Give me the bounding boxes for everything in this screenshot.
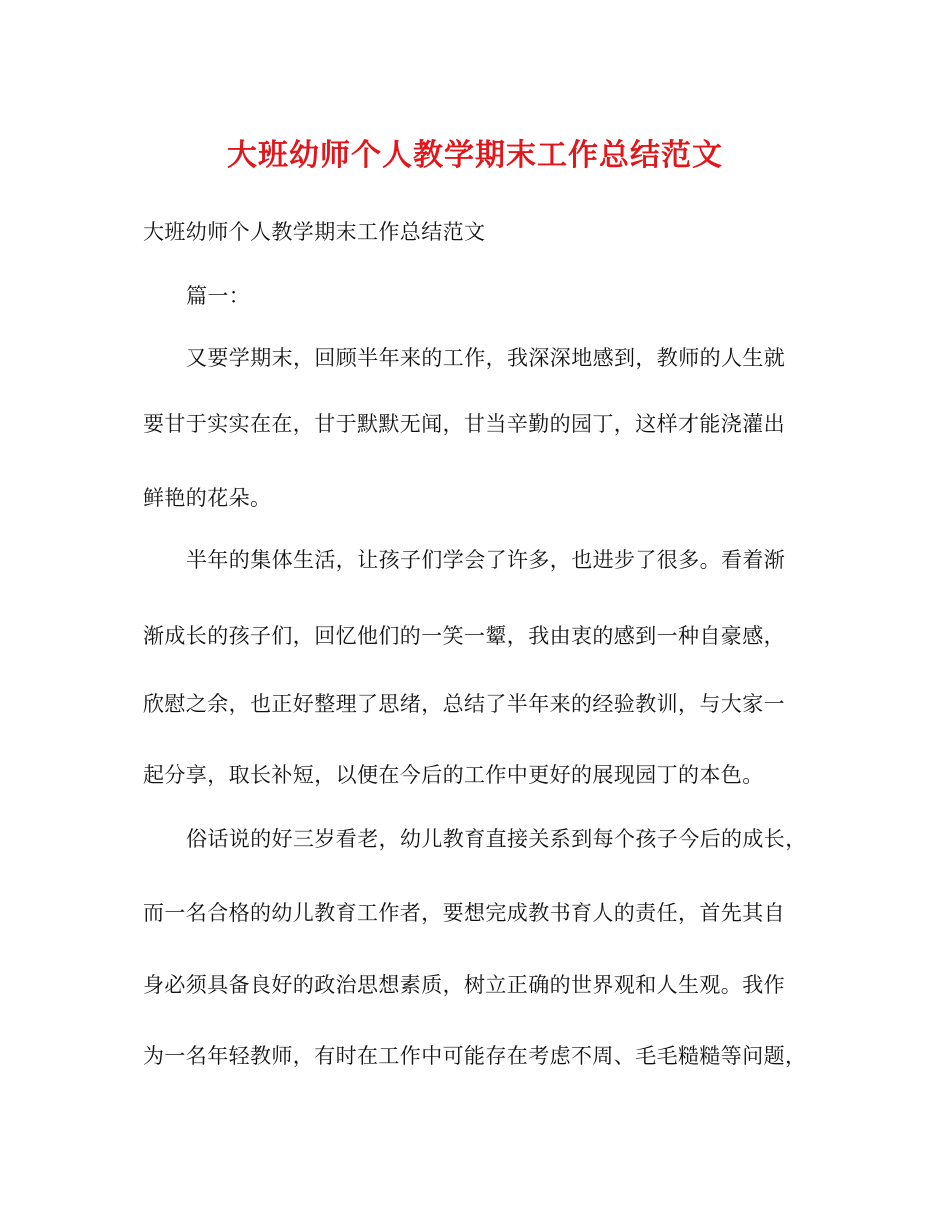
paragraph-3-line-3: 身必须具备良好的政治思想素质，树立正确的世界观和人生观。我作 [143, 973, 785, 997]
paragraph-2-line-4: 起分享，取长补短，以便在今后的工作中更好的展现园丁的本色。 [143, 763, 764, 787]
paragraph-3-line-2: 而一名合格的幼儿教育工作者，要想完成教书育人的责任，首先其自 [143, 901, 785, 925]
paragraph-1-line-2: 要甘于实实在在，甘于默默无闻，甘当辛勤的园丁，这样才能浇灌出 [143, 412, 785, 436]
paragraph-3-line-1: 俗话说的好三岁看老，幼儿教育直接关系到每个孩子今后的成长， [186, 827, 807, 851]
paragraph-2-line-2: 渐成长的孩子们，回忆他们的一笑一颦，我由衷的感到一种自豪感， [143, 624, 785, 648]
paragraph-2-line-3: 欣慰之余，也正好整理了思绪，总结了半年来的经验教训，与大家一 [143, 692, 785, 716]
paragraph-2-line-1: 半年的集体生活，让孩子们学会了许多，也进步了很多。看着渐 [186, 548, 786, 572]
document-subtitle: 大班幼师个人教学期末工作总结范文 [143, 220, 486, 244]
paragraph-1-line-1: 又要学期末，回顾半年来的工作，我深深地感到，教师的人生就 [186, 346, 786, 370]
section-label: 篇一： [186, 284, 251, 308]
paragraph-1-line-3: 鲜艳的花朵。 [143, 486, 272, 510]
paragraph-3-line-4: 为一名年轻教师，有时在工作中可能存在考虑不周、毛毛糙糙等问题， [143, 1044, 807, 1068]
document-title: 大班幼师个人教学期末工作总结范文 [227, 138, 723, 173]
